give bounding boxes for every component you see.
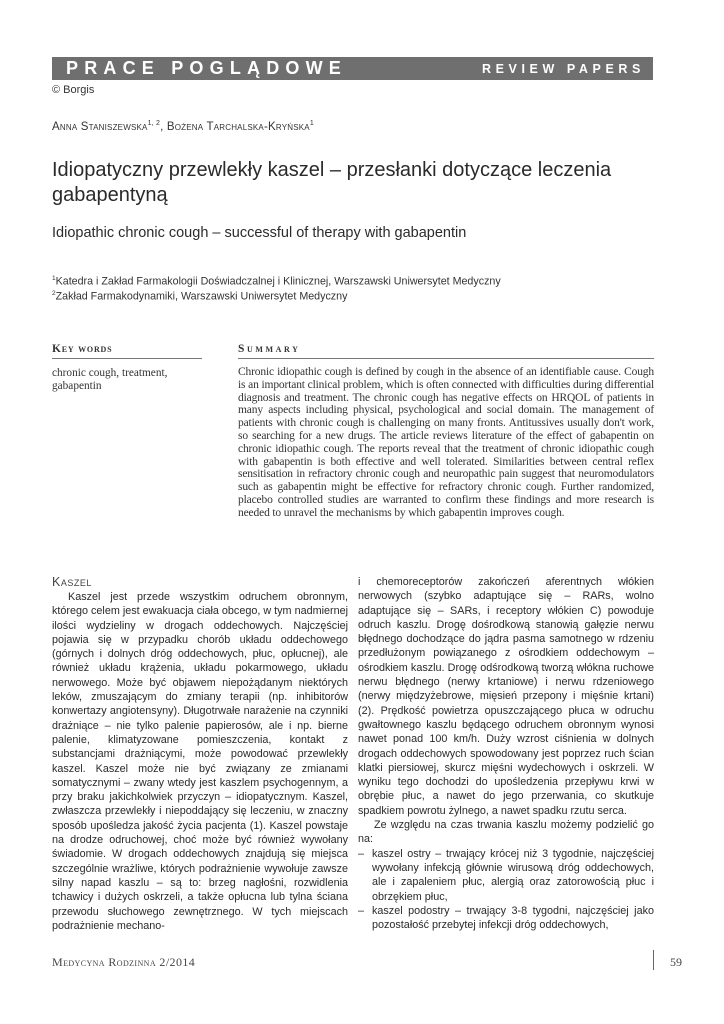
publisher-label: © Borgis [52,84,95,96]
list-item: – kaszel podostry – trwający 3-8 tygodni, najczęściej jako pozostałość przebytej infekcji dróg oddechowych, [358,904,654,933]
affiliation-text: Katedra i Zakład Farmakologii Doświadczalnej i Klinicznej, Warszawski Uniwersytet Medyczny [55,275,501,288]
affiliation-sup: 2 [52,290,56,297]
banner-title-pl: PRACE POGLĄDOWE [66,58,348,78]
summary-heading: Summary [238,343,301,355]
author-separator: , [160,120,167,133]
article-title-en: Idiopathic chronic cough – successful of therapy with gabapentin [52,225,467,241]
keywords-heading: Key words [52,343,113,355]
author-affiliation-sup: 1, 2 [147,120,161,127]
banner-title-en: REVIEW PAPERS [481,62,645,76]
affiliation-2 [52,290,347,303]
author-list [52,120,314,133]
footer-divider [653,950,654,970]
keywords-text: chronic cough, treatment, gabapentin [52,367,168,392]
affiliation-1 [52,275,501,288]
list-item: – kaszel ostry – trwający krócej niż 3 tygodnie, najczęściej wywołany infekcją głównie wirusową dróg oddechowych, ale i zapaleniem płuc, alergią oraz zatorowością płuc i obrzękiem płuc, [358,847,654,904]
body-paragraph: Ze względu na czas trwania kaszlu możemy podzielić go na: [358,819,654,846]
body-paragraph: Kaszel jest przede wszystkim odruchem obronnym, którego celem jest ewakuacja ciała obcego, w tym nadmiernej ilości wydzieliny w drogach oddechowych. Najczęściej pojawia się w przypadku chorób układu oddechowego (górnych i dolnych dróg oddechowych, płuc, opłucnej), ale również układu krążenia, układu pokarmowego, układu nerwowego. Może być objawem niepożądanym niektórych leków, zmuszającym do zmiany terapii (np. inhibitorów konwertazy angiotensyny). Długotrwałe narażenie na czynniki drażniące – nie tylko palenie papierosów, ale i np. bierne palenie, klimatyzowane pomieszczenia, kontakt z substancjami drażniącymi, może powodować przewlekły kaszel. Kaszel może nie być związany ze zmianami somatycznymi – zwany wtedy jest kaszlem psychogennym, a przy braku jakichkolwiek przyczyn – idiopatycznym. Kaszel, zwłaszcza przewlekły i niepoddający się leczeniu, w znaczny sposób upośledza jakość życia pacjenta (1). Kaszel powstaje na drodze odruchowej, choć może być również wywołany świadomie. W drogach oddechowych znajdują się miejsca szczególnie wrażliwe, których podrażnienie wywołuje zawsze silny napad kaszlu – są to: brzeg nagłośni, rozwidlenia tchawicy i dużych oskrzeli, a także opłucna lub tylna ściana przewodu słuchowego zewnętrznego. W tych miejscach podrażnienie mechano- [52,591,348,932]
body-paragraph: i chemoreceptorów zakończeń aferentnych włókien nerwowych (szybko adaptujące się – RARs, wolno adaptujące się – SARs, i receptory włókien C) powoduje odruch kaszlu. Drogę dośrodkową stanowią gałęzie nerwu błędnego dochodzące do jądra pasma samotnego w rdzeniu przedłużonym powiązanego z ośrodkiem oddechowym – ośrodkiem kaszlu. Drogę odśrodkową tworzą włókna ruchowe nerwu błędnego (nerwy krtaniowe) i nerwu rdzeniowego (nerwy międzyżebrowe, mięsień przepony i mięśnie krtani) (2). Prędkość powietrza opuszczającego płuca w odruchu gwałtownego kaszlu będącego odruchem obronnym wynosi nawet ponad 100 km/h. Duży wzrost ciśnienia w dolnych drogach oddechowych spowodowany jest poprzez ruch ścian klatki piersiowej, skurcz mięśni wydechowych i oskrzeli. W wyniku tego dochodzi do upośledzenia przepływu krwi w obrębie płuc, a nawet do jego przerwania, co skutkuje spadkiem powrotu żylnego, a nawet spadku rzutu serca. [358,576,654,817]
affiliation-text: Zakład Farmakodynamiki, Warszawski Uniwersytet Medyczny [55,290,348,303]
body-column-right [358,575,654,932]
section-banner [52,57,653,80]
author-name: Anna Staniszewska [52,120,148,133]
author-name: Bożena Tarchalska-Kryńska [166,120,310,133]
affiliation-sup: 1 [52,275,56,282]
author-affiliation-sup: 1 [309,120,314,127]
article-title-pl: Idiopatyczny przewlekły kaszel – przesłanki dotyczące leczenia gabapentyną [52,159,612,206]
page-number: 59 [670,955,682,969]
cough-types-list [358,847,654,933]
summary-rule [238,358,654,359]
body-column-left [52,575,348,933]
keywords-rule [52,358,202,359]
summary-text: Chronic idiopathic cough is defined by cough in the absence of an identifiable cause. Cough is an important clinical problem, which is often connected with difficulties during differential diagnosis and treatment. The chronic cough has negative effects on HRQOL of patients in many aspects including physical, psychological and social domain. The management of patients with chronic cough is challenging on many fronts. Antitussives usually don't work, so searching for a new drugs. The article reviews literature of the effect of gabapentin on chronic idiopathic cough. The reports reveal that the treatment of chronic idiopathic cough with gabapentin is both effective and well tolerated. Similarities between central reflex sensitisation in refractory chronic cough and neuropathic pain suggest that neuromodulators such as gabapentin might be effective for refractory chronic cough. Further randomized, placebo controlled studies are warranted to confirm these findings and more research is needed to unravel the mechanisms by which gabapentin improves cough. [238,366,654,519]
section-heading: Kaszel [52,575,92,589]
journal-name: Medycyna Rodzinna 2/2014 [52,955,196,969]
